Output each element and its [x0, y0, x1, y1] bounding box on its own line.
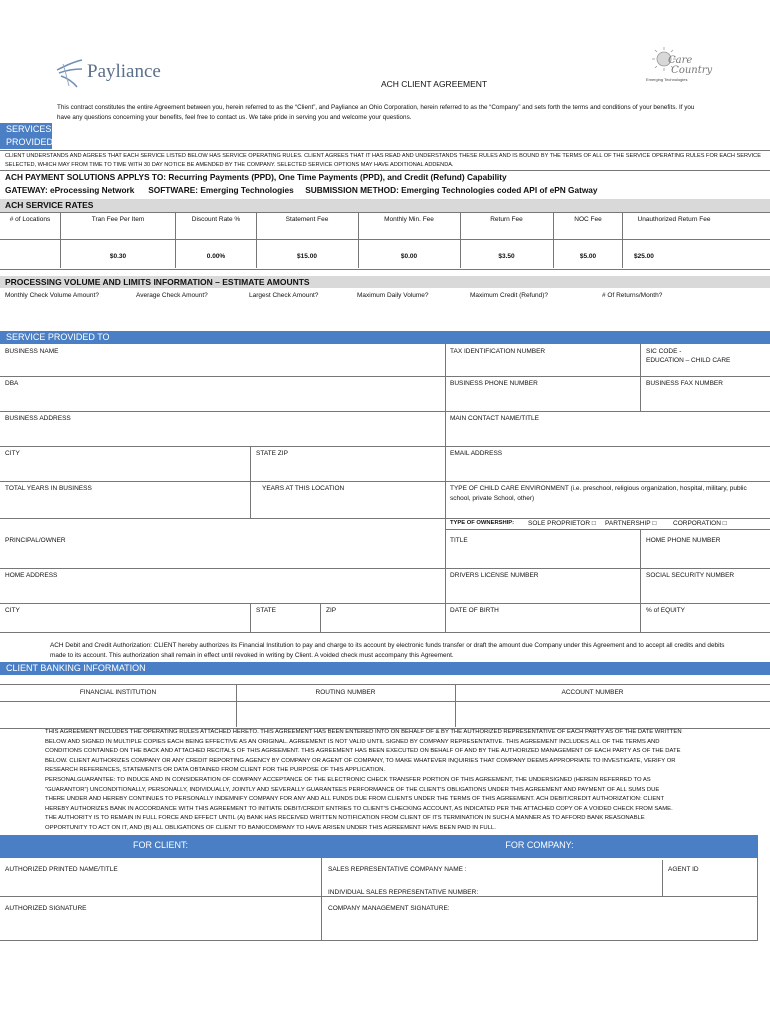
owner-zip-field[interactable]: ZIP — [326, 607, 337, 614]
volume-returns-month[interactable]: # Of Returns/Month? — [602, 292, 663, 299]
rates-value-return-fee[interactable]: $3.50 — [498, 253, 515, 260]
services-heading-line1: SERVICES — [6, 124, 52, 134]
volume-heading: PROCESSING VOLUME AND LIMITS INFORMATION – ESTIMATE AMOUNTS — [0, 276, 770, 288]
authorized-signature-field[interactable]: AUTHORIZED SIGNATURE — [5, 905, 87, 912]
logo-text: Payliance — [87, 61, 161, 82]
account-number-header: ACCOUNT NUMBER — [561, 689, 624, 696]
agreement-line: OPPORTUNITY TO ACT ON IT, AND (B) ALL OBLIGATIONS OF CLIENT TO BANK/COMPANY TO HAVE ARISEN UNDER THIS AGREEMENT HAVE BEEN PAID IN FULL. — [45, 824, 496, 831]
state-zip-field[interactable]: STATE ZIP — [256, 450, 288, 457]
agreement-line: THERE UNDER AND HEREBY CONTINUES TO PERSONALLY INDEMNIFY COMPANY FOR ANY AND ALL FUNDS DUE FROM CLIENTS UNDER THE TERMS OF THIS AGREEMENT. ACH DEBIT/CREDIT AUTHORIZATION: CLIENT — [45, 796, 665, 803]
ownership-corporation[interactable]: CORPORATION □ — [673, 520, 727, 527]
agent-id-field[interactable]: AGENT ID — [668, 866, 699, 873]
financial-institution-header: FINANCIAL INSTITUTION — [79, 689, 157, 696]
ownership-label: TYPE OF OWNERSHIP: — [450, 520, 515, 526]
ownership-partnership[interactable]: PARTNERSHIP □ — [605, 520, 657, 527]
service-rules-text: CLIENT UNDERSTANDS AND AGREES THAT EACH SERVICE LISTED BELOW HAS SERVICE OPERATING RULES. CLIENT AGREES THAT IT HAS READ AND UNDERSTANDS THESE RULES AND IS BOUND BY THE TERMS OF ALL OF THE SERVICE OPERATING RULES FOR EACH SERVICE SELECTED, WHICH MAY FROM TIME TO TIME WITH 30 DAY NOTICE BE AMENDED BY THE COMPANY. SELECTED SERVICE OPTIONS MAY HAVE ADDITIONAL ADDENDA. — [5, 153, 761, 168]
rates-header-return-fee: Return Fee — [490, 216, 523, 223]
printed-name-field[interactable]: AUTHORIZED PRINTED NAME/TITLE — [5, 866, 118, 873]
for-client-heading: FOR CLIENT: — [0, 836, 321, 858]
for-company-heading: FOR COMPANY: — [322, 836, 757, 858]
rates-value-tran-fee[interactable]: $0.30 — [109, 253, 127, 260]
agreement-line: THIS AGREEMENT INCLUDES THE OPERATING RULES ATTACHED HERETO. THIS AGREEMENT HAS BEEN ENTERED INTO ON BEHALF OF & BY THE AUTHORIZED REPRESENTATIVE OF EACH PARTY AS OF THE DATE WRITTEN — [45, 729, 682, 735]
business-name-field[interactable]: BUSINESS NAME — [5, 348, 59, 355]
authorization-text: ACH Debit and Credit Authorization: CLIENT hereby authorizes its Financial Institution to pay and charge to its account by electronic funds transfer or draft the amount due Company under this Agreement and to accept all credits and debits made to its account. This authorization shall remain in effect until revoked in writing by Client. A voided check must accompany this Agreement. — [50, 642, 725, 659]
rates-header-unauth-return: Unauthorized Return Fee — [637, 216, 711, 223]
business-phone-field[interactable]: BUSINESS PHONE NUMBER — [450, 380, 538, 387]
services-provided-heading — [0, 123, 52, 149]
intro-text: This contract constitutes the entire Agreement between you, herein referred to as the “Client”, and Payliance an Ohio Corporation, herein referred to as the “Company” and sets forth the terms and conditions of your benefits. If you have any questions concerning your benefits, feel free to contact us. We take pride in serving you and welcome your questions. — [57, 104, 695, 121]
rates-value-statement-fee[interactable]: $15.00 — [297, 253, 317, 260]
sic-code-value: EDUCATION – CHILD CARE — [646, 357, 731, 364]
agreement-line: RESEARCH REFERENCES, STATEMENTS OR DATA OBTAINED FROM CLIENT FOR THE PURPOSE OF THIS APPLICATION. — [45, 767, 386, 774]
volume-max-daily[interactable]: Maximum Daily Volume? — [357, 292, 429, 299]
title-field[interactable]: TITLE — [450, 537, 468, 544]
dba-field[interactable]: DBA — [5, 380, 19, 387]
principal-owner-field[interactable]: PRINCIPAL/OWNER — [5, 537, 66, 544]
rates-value-noc-fee[interactable]: $5.00 — [579, 253, 597, 260]
payliance-logo — [55, 56, 175, 90]
agreement-line: BELOW. CLIENT AUTHORIZES COMPANY OR ANY CREDIT REPORTING AGENCY BY COMPANY OR AGENT OF COMPANY, TO MAKE WHATEVER INQUIRIES THAT COMPANY DEEMS APPROPRIATE TO INVESTIGATE, VERIFY OR — [45, 757, 676, 764]
main-contact-field[interactable]: MAIN CONTACT NAME/TITLE — [450, 415, 539, 422]
city-field[interactable]: CITY — [5, 450, 20, 457]
ssn-field[interactable]: SOCIAL SECURITY NUMBER — [646, 572, 735, 579]
agreement-line: CONDITIONS CONTAINED ON THE BACK AND ATTACHED RECITALS OF THIS AGREEMENT. THIS AGREEMENT HAS BEEN EXECUTED ON BEHALF OF AND BY THE AUTHORIZED MANAGEMENT OF EACH PARTY AS OF THE DATE — [45, 748, 681, 755]
page-title: ACH CLIENT AGREEMENT — [381, 79, 488, 89]
sic-code-label: SIC CODE - — [646, 348, 682, 355]
drivers-license-field[interactable]: DRIVERS LICENSE NUMBER — [450, 572, 539, 579]
home-phone-field[interactable]: HOME PHONE NUMBER — [646, 537, 721, 544]
sales-company-field[interactable]: SALES REPRESENTATIVE COMPANY NAME : — [328, 866, 467, 873]
equity-field[interactable]: % of EQUITY — [646, 607, 686, 614]
ownership-sole-proprietor[interactable]: SOLE PROPRIETOR □ — [528, 520, 596, 527]
payliance-logo-icon — [55, 56, 85, 88]
agreement-line: BELOW AND SIGNED IN MULTIPLE COPIES EACH BEING EFFECTIVE AS AN ORIGINAL. AGREEMENT IS NOT VALID UNTIL SIGNED BY COMPANY REPRESENTATIVE. THIS AGREEMENT INCLUDES ALL OF THE TERMS AND — [45, 738, 660, 745]
company-signature-field[interactable]: COMPANY MANAGEMENT SIGNATURE: — [328, 905, 450, 912]
rates-heading: ACH SERVICE RATES — [0, 199, 770, 212]
routing-number-input[interactable] — [237, 701, 455, 727]
routing-number-header: ROUTING NUMBER — [315, 689, 376, 696]
rates-header-discount: Discount Rate % — [191, 216, 241, 223]
business-fax-field[interactable]: BUSINESS FAX NUMBER — [646, 380, 723, 387]
volume-monthly-check[interactable]: Monthly Check Volume Amount? — [5, 292, 99, 299]
account-number-input[interactable] — [456, 701, 770, 727]
applies-to-text: ACH PAYMENT SOLUTIONS APPLYS TO: Recurring Payments (PPD), One Time Payments (PPD), and Credit (Refund) Capability — [5, 172, 507, 182]
home-address-field[interactable]: HOME ADDRESS — [5, 572, 58, 579]
partner-logo: Care Country Emerging Technologies — [646, 46, 706, 86]
banking-heading: CLIENT BANKING INFORMATION — [0, 662, 770, 675]
rates-header-statement-fee: Statement Fee — [285, 216, 329, 223]
rates-header-tran-fee: Tran Fee Per Item — [91, 216, 145, 223]
agreement-line: PERSONALGUARANTEE: TO INDUCE AND IN CONSIDERATION OF COMPANY ACCEPTANCE OF THE ELECTRONIC CHECK TRANSFER PORTION OF THIS AGREEMENT, THE UNDERSIGNED (HEREIN REFERRED TO AS — [45, 776, 651, 783]
volume-max-credit[interactable]: Maximum Credit (Refund)? — [470, 292, 549, 299]
service-provided-to-heading: SERVICE PROVIDED TO — [0, 331, 770, 344]
individual-rep-field[interactable]: INDIVIDUAL SALES REPRESENTATIVE NUMBER: — [328, 889, 479, 896]
rates-value-discount[interactable]: 0.00% — [206, 253, 226, 260]
agreement-line: THE AUTHORITY IS TO REMAIN IN FULL FORCE AND EFFECT UNTIL (A) BANK HAS RECEIVED WRITTEN NOTIFICATION FROM CLIENT OF ITS TERMINATION IN SUCH A MANNER AS TO AFFORD BANK REASONABLE — [45, 815, 645, 822]
rates-header-monthly-min: Monthly Min. Fee — [384, 216, 434, 223]
date-of-birth-field[interactable]: DATE OF BIRTH — [450, 607, 499, 614]
owner-city-field[interactable]: CITY — [5, 607, 20, 614]
child-care-type-field[interactable]: TYPE OF CHILD CARE ENVIRONMENT (i.e. preschool, religious organization, hospital, military, public school, private School, other) — [450, 485, 747, 502]
agreement-line: “GUARANTOR”) UNCONDITIONALLY, PERSONALLY, INDIVIDUALLY, JOINTLY AND SEVERALLY GUARANTEES PERFORMANCE OF THE CLIENT'S OBLIGATIONS UNDER THIS AGREEMENT AND PAYMENT OF ALL SUMS DUE — [45, 786, 660, 793]
owner-state-field[interactable]: STATE — [256, 607, 276, 614]
agreement-line: HEREBY AUTHORIZES BANK IN ACCORDANCE WITH THIS AGREEMENT TO INITIATE DEBIT/CREDIT ENTRIES TO CLIENT'S CHECKING ACCOUNT, AS INDICATED PER THE ATTACHED COPY OF A VOIDED CHECK FROM SAME. — [45, 805, 673, 812]
years-location-field[interactable]: YEARS AT THIS LOCATION — [262, 485, 345, 492]
financial-institution-input[interactable] — [0, 701, 236, 727]
rates-header-locations: # of Locations — [9, 216, 51, 223]
partner-logo-text: Emerging Technologies — [646, 77, 688, 82]
email-field[interactable]: EMAIL ADDRESS — [450, 450, 503, 457]
total-years-field[interactable]: TOTAL YEARS IN BUSINESS — [5, 485, 92, 492]
services-heading-line2: PROVIDED — [6, 137, 54, 147]
business-address-field[interactable]: BUSINESS ADDRESS — [5, 415, 71, 422]
tax-id-field[interactable]: TAX IDENTIFICATION NUMBER — [450, 348, 546, 355]
rates-table — [0, 212, 770, 270]
rates-header-noc-fee: NOC Fee — [574, 216, 602, 223]
agreement-text — [45, 728, 745, 834]
gateway-text: GATEWAY: eProcessing Network SOFTWARE: Emerging Technologies SUBMISSION METHOD: Emerging Technologies coded API of ePN Gatway — [5, 185, 598, 195]
rates-value-unauth-return[interactable]: $25.00 — [634, 253, 654, 260]
rates-value-monthly-min[interactable]: $0.00 — [400, 253, 418, 260]
volume-largest-check[interactable]: Largest Check Amount? — [249, 292, 319, 299]
volume-average-check[interactable]: Average Check Amount? — [136, 292, 208, 299]
